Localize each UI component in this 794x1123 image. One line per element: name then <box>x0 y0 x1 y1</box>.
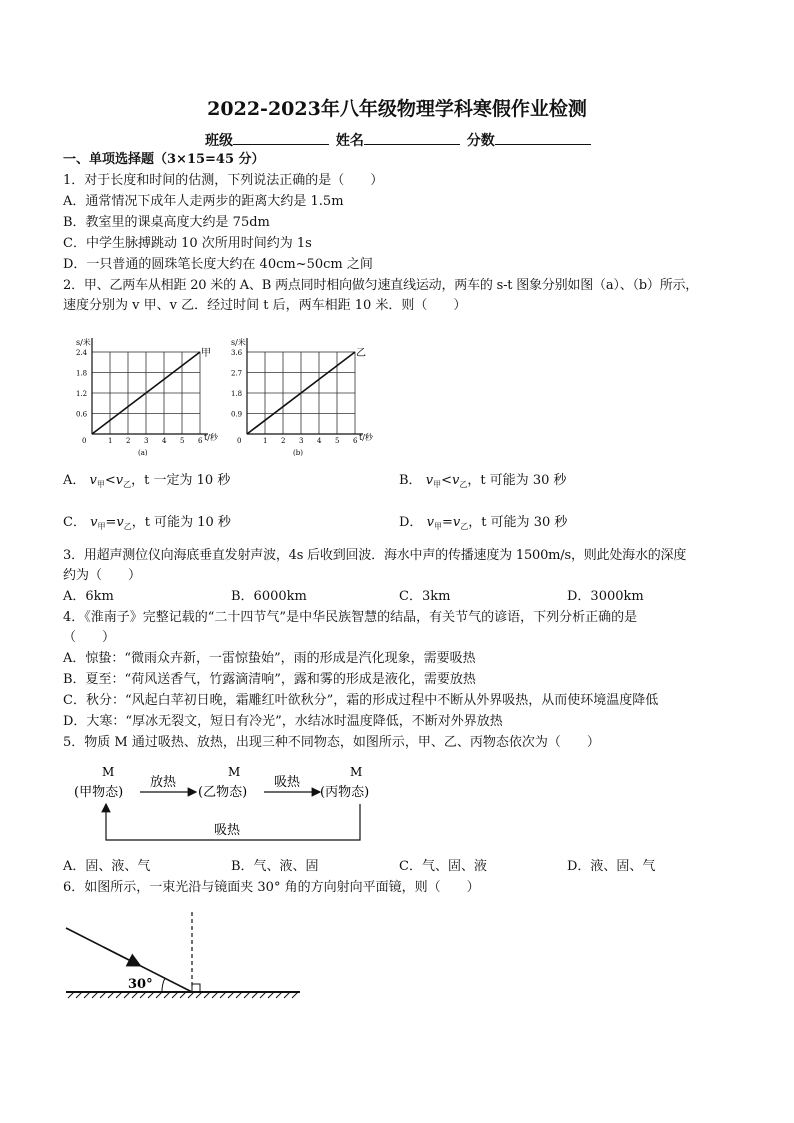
q2-option-a: A． $v_甲<v_乙$，t 一定为 10 秒 <box>63 473 231 489</box>
graph-a-xtick: 4 <box>162 437 167 445</box>
q1-option-c: C．中学生脉搏跳动 10 次所用时间约为 1s <box>63 236 312 251</box>
graph-a-xtick: 6 <box>198 437 203 445</box>
q4-option-b: B．夏至：“荷风送香气，竹露滴清响”，露和雾的形成是液化，需要放热 <box>63 672 476 687</box>
graph-a-line-label: 甲 <box>201 348 211 359</box>
q2-option-d: D． $v_甲=v_乙$，t 可能为 30 秒 <box>399 515 568 531</box>
q1-stem: 1．对于长度和时间的估测，下列说法正确的是（ ） <box>63 173 384 188</box>
q1-option-a: A．通常情况下成年人走两步的距离大约是 1.5m <box>63 194 344 209</box>
q2-stem-line1: 2．甲、乙两车从相距 20 米的 A、B 两点同时相向做匀速直线运动，两车的 s-t 图象分别如图（a）、（b）所示， <box>63 278 699 293</box>
q4-stem-line2: （ ） <box>63 630 116 645</box>
q4-option-c: C．秋分：“风起白苹初日晚，霜雕红叶欲秋分”，霜的形成过程中不断从外界吸热，从而使环境温度降低 <box>63 693 659 708</box>
graph-b-xtick: 3 <box>299 437 304 445</box>
q3-option-a: A．6km <box>63 589 114 604</box>
graph-a-xtick: 5 <box>180 437 185 445</box>
graph-b-ytick: 0.9 <box>231 410 243 419</box>
graph-b-ytick: 3.6 <box>231 349 243 357</box>
state2-label: (乙物态) <box>198 785 248 800</box>
graph-b-xtick: 2 <box>281 437 286 445</box>
q2-option-b: B． $v_甲<v_乙$，t 可能为 30 秒 <box>399 473 567 489</box>
graph-a-xtick: 1 <box>108 437 113 445</box>
graph-b-caption: (b) <box>293 449 303 457</box>
state2-m: M <box>228 765 241 779</box>
q4-option-d: D．大寒：“厚冰无裂文，短日有冷光”，水结冰时温度降低，不断对外界放热 <box>63 714 503 729</box>
right-angle-mark <box>192 984 200 992</box>
state1-m: M <box>102 765 115 779</box>
q4-option-a: A．惊蛰：“微雨众卉新，一雷惊蛰始”，雨的形成是汽化现象，需要吸热 <box>63 651 476 666</box>
graph-b-xtick: 4 <box>317 437 322 445</box>
graph-b-xtick: 5 <box>335 437 340 445</box>
graph-b-xtick: 6 <box>353 437 358 445</box>
name-blank <box>364 130 460 145</box>
score-label: 分数 <box>466 133 495 149</box>
angle-label: 30° <box>128 977 153 992</box>
q3-option-c: C．3km <box>399 589 451 604</box>
graph-a-ytick: 0.6 <box>76 410 88 419</box>
mirror-diagram <box>64 908 304 1008</box>
class-blank <box>233 130 329 145</box>
angle-arc <box>162 978 165 992</box>
q5-stem: 5．物质 M 通过吸热、放热，出现三种不同物态，如图所示，甲、乙、丙物态依次为（ ） <box>63 735 600 750</box>
name-label: 姓名 <box>335 133 364 149</box>
graph-a-ytick: 2.4 <box>76 349 88 357</box>
graph-a-ytick: 1.8 <box>76 369 88 378</box>
state1-label: (甲物态) <box>74 785 124 800</box>
arrow2-label: 吸热 <box>274 775 301 790</box>
q5-option-b: B．气、液、固 <box>231 859 319 874</box>
q2-stem-line2: 速度分别为 v 甲、v 乙．经过时间 t 后，两车相距 10 米．则（ ） <box>63 298 467 313</box>
graph-b-ylabel: s/米 <box>231 338 246 347</box>
graph-b-ytick: 1.8 <box>231 390 243 398</box>
section-heading: 一、单项选择题（3×15=45 分） <box>63 152 265 167</box>
q3-option-b: B．6000km <box>231 589 307 604</box>
incident-ray-arrow <box>104 947 136 963</box>
q5-option-a: A．固、液、气 <box>63 859 151 874</box>
graph-a-xtick: 3 <box>144 437 149 445</box>
arrow1-label: 放热 <box>150 775 177 790</box>
q5-option-d: D．液、固、气 <box>567 859 656 874</box>
graph-b-line-label: 乙 <box>356 348 366 359</box>
graph-b-xlabel: t/秒 <box>359 433 373 442</box>
class-label: 班级 <box>205 133 233 149</box>
q3-stem-line2: 约为（ ） <box>63 568 142 583</box>
graph-b <box>225 332 375 460</box>
q1-option-d: D．一只普通的圆珠笔长度大约在 40cm~50cm 之间 <box>63 257 373 272</box>
q3-option-d: D．3000km <box>567 589 644 604</box>
graph-a-ylabel: s/米 <box>76 338 91 347</box>
graph-a-xlabel: t/秒 <box>204 433 218 442</box>
state3-m: M <box>350 765 363 779</box>
graph-b-origin: 0 <box>237 437 242 445</box>
state3-label: (丙物态) <box>320 785 370 800</box>
q4-stem-line1: 4．《淮南子》完整记载的“二十四节气”是中华民族智慧的结晶，有关节气的谚语，下列分析正确的是 <box>63 610 638 625</box>
graph-a-caption: (a) <box>138 449 148 457</box>
q1-option-b: B．教室里的课桌高度大约是 75dm <box>63 215 270 230</box>
graph-a <box>70 332 220 460</box>
graph-a-origin: 0 <box>82 437 87 445</box>
page-title: 2022-2023年八年级物理学科寒假作业检测 <box>207 98 587 120</box>
score-blank <box>495 130 591 145</box>
student-info <box>205 130 593 150</box>
arrow3-label: 吸热 <box>214 823 241 838</box>
q2-option-c: C． $v_甲=v_乙$，t 可能为 10 秒 <box>63 515 231 531</box>
q3-stem-line1: 3．用超声测位仪向海底垂直发射声波，4s 后收到回波．海水中声的传播速度为 1500m/s，则此处海水的深度 <box>63 548 687 563</box>
graph-b-xtick: 1 <box>263 437 268 445</box>
graph-a-ytick: 1.2 <box>76 390 88 398</box>
phase-diagram <box>68 762 398 848</box>
graph-a-xtick: 2 <box>126 437 131 445</box>
q5-option-c: C．气、固、液 <box>399 859 487 874</box>
q6-stem: 6．如图所示，一束光沿与镜面夹 30° 角的方向射向平面镜，则（ ） <box>63 880 480 895</box>
graph-b-ytick: 2.7 <box>231 369 243 378</box>
